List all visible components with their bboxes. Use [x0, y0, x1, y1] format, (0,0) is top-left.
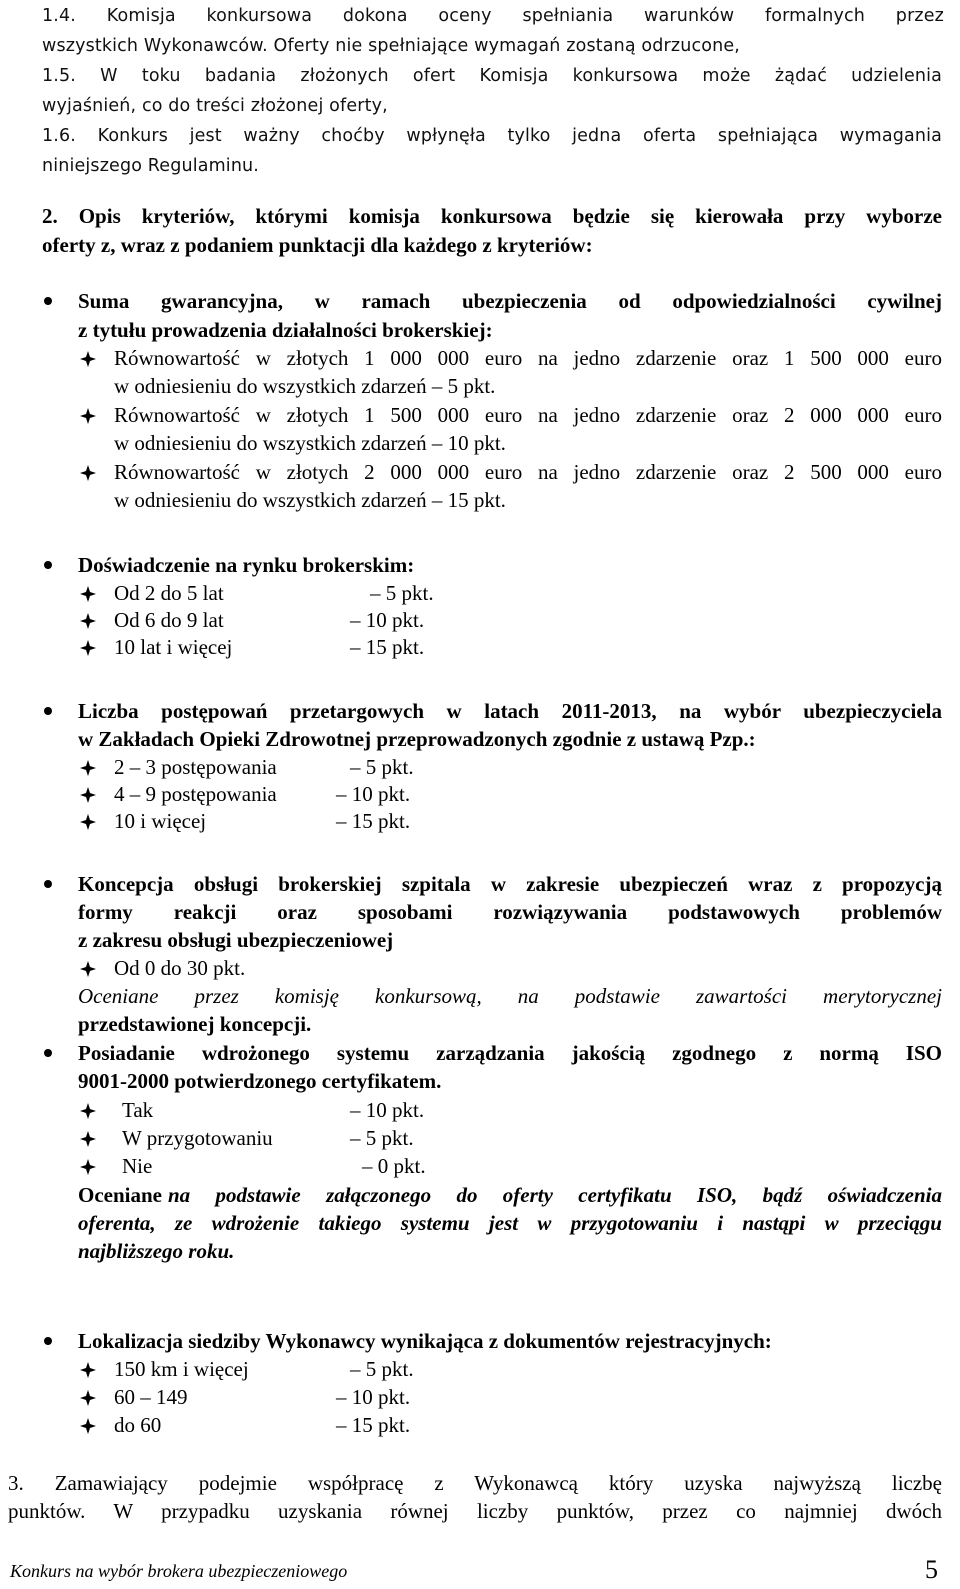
- criterion-4-note-line-1: Oceniane przez komisję konkursową, na podstawie zawartości merytorycznej: [78, 984, 942, 1008]
- diamond-bullet-icon: [80, 1390, 96, 1406]
- diamond-bullet-icon: [80, 961, 96, 977]
- criterion-2-option-1-points: – 5 pkt.: [370, 581, 434, 605]
- criterion-4-heading-line-2: formy reakcji oraz sposobami rozwiązywania podstawowych problemów: [78, 900, 942, 924]
- bullet-dot: [44, 707, 52, 715]
- criterion-2-option-2-points: – 10 pkt.: [350, 608, 425, 632]
- para-1-4-line-1: 1.4. Komisja konkursowa dokona oceny spełniania warunków formalnych przez: [42, 6, 944, 26]
- criterion-5-note-line-3: najbliższego roku.: [78, 1239, 235, 1263]
- para-1-5-line-2: wyjaśnień, co do treści złożonej oferty,: [42, 96, 388, 116]
- diamond-bullet-icon: [80, 1418, 96, 1434]
- diamond-bullet-icon: [80, 814, 96, 830]
- diamond-bullet-icon: [80, 760, 96, 776]
- criterion-5-option-2-points: – 5 pkt.: [350, 1126, 414, 1150]
- bullet-dot: [44, 880, 52, 888]
- bullet-dot: [44, 1049, 52, 1057]
- diamond-bullet-icon: [80, 787, 96, 803]
- criterion-6-option-1-points: – 5 pkt.: [350, 1357, 414, 1381]
- criterion-4-heading-line-3: z zakresu obsługi ubezpieczeniowej: [78, 928, 394, 952]
- note-italic-rest: na podstawie załączonego do oferty certyfikatu ISO, bądź oświadczenia: [168, 1183, 942, 1207]
- criterion-6-option-2-points: – 10 pkt.: [336, 1385, 411, 1409]
- bullet-dot: [44, 561, 52, 569]
- criterion-1-heading-line-2: z tytułu prowadzenia działalności brokerskiej:: [78, 318, 493, 342]
- criterion-2-heading: Doświadczenie na rynku brokerskim:: [78, 553, 415, 577]
- criterion-6-option-3-points: – 15 pkt.: [336, 1413, 411, 1437]
- criterion-2-option-3-label: 10 lat i więcej: [114, 635, 233, 659]
- criterion-1-heading-line-1: Suma gwarancyjna, w ramach ubezpieczenia od odpowiedzialności cywilnej: [78, 289, 942, 313]
- criterion-3-option-3-points: – 15 pkt.: [336, 809, 411, 833]
- criterion-5-option-3-label: Nie: [122, 1154, 153, 1178]
- criterion-3-option-1-points: – 5 pkt.: [350, 755, 414, 779]
- para-1-5-line-1: 1.5. W toku badania złożonych ofert Komisja konkursowa może żądać udzielenia: [42, 66, 942, 86]
- bullet-dot: [44, 297, 52, 305]
- criterion-5-note-line-1: [78, 1182, 942, 1208]
- criterion-6-option-1-label: 150 km i więcej: [114, 1357, 249, 1381]
- diamond-bullet-icon: [80, 1159, 96, 1175]
- diamond-bullet-icon: [80, 351, 96, 367]
- criterion-5-heading-line-2: 9001-2000 potwierdzonego certyfikatem.: [78, 1069, 442, 1093]
- criterion-3-option-2-label: 4 – 9 postępowania: [114, 782, 277, 806]
- criterion-5-option-3-points: – 0 pkt.: [362, 1154, 426, 1178]
- diamond-bullet-icon: [80, 640, 96, 656]
- criterion-6-option-2-label: 60 – 149: [114, 1385, 188, 1409]
- diamond-bullet-icon: [80, 613, 96, 629]
- note-bold-word: Oceniane: [78, 1183, 162, 1207]
- criterion-5-option-1-label: Tak: [122, 1098, 154, 1122]
- para-1-4-line-2: wszystkich Wykonawców. Oferty nie spełniające wymagań zostaną odrzucone,: [42, 36, 740, 56]
- criterion-3-option-2-points: – 10 pkt.: [336, 782, 411, 806]
- criterion-2-option-1-label: Od 2 do 5 lat: [114, 581, 224, 605]
- criterion-1-option-3-line-2: w odniesieniu do wszystkich zdarzeń – 15 pkt.: [114, 488, 506, 512]
- criterion-1-option-2-line-2: w odniesieniu do wszystkich zdarzeń – 10 pkt.: [114, 431, 506, 455]
- criterion-3-heading-line-1: Liczba postępowań przetargowych w latach 2011-2013, na wybór ubezpieczyciela: [78, 699, 942, 723]
- diamond-bullet-icon: [80, 1131, 96, 1147]
- section-2-heading-line-2: oferty z, wraz z podaniem punktacji dla każdego z kryteriów:: [42, 233, 593, 257]
- diamond-bullet-icon: [80, 465, 96, 481]
- criterion-3-option-1-label: 2 – 3 postępowania: [114, 755, 277, 779]
- para-1-6-line-2: niniejszego Regulaminu.: [42, 156, 260, 176]
- section-3-line-1: 3. Zamawiający podejmie współpracę z Wykonawcą który uzyska najwyższą liczbę: [8, 1471, 942, 1495]
- criterion-1-option-1-line-2: w odniesieniu do wszystkich zdarzeń – 5 pkt.: [114, 374, 496, 398]
- para-1-6-line-1: 1.6. Konkurs jest ważny choćby wpłynęła tylko jedna oferta spełniająca wymagania: [42, 126, 942, 146]
- criterion-2-option-3-points: – 15 pkt.: [350, 635, 425, 659]
- criterion-5-note-line-2: oferenta, ze wdrożenie takiego systemu jest w przygotowaniu i nastąpi w przeciągu: [78, 1211, 942, 1235]
- criterion-1-option-3-line-1: Równowartość w złotych 2 000 000 euro na jedno zdarzenie oraz 2 500 000 euro: [114, 460, 942, 484]
- criterion-2-option-2-label: Od 6 do 9 lat: [114, 608, 224, 632]
- criterion-3-heading-line-2: w Zakładach Opieki Zdrowotnej przeprowadzonych zgodnie z ustawą Pzp.:: [78, 727, 756, 751]
- criterion-3-option-3-label: 10 i więcej: [114, 809, 207, 833]
- criterion-1-option-1-line-1: Równowartość w złotych 1 000 000 euro na jedno zdarzenie oraz 1 500 000 euro: [114, 346, 942, 370]
- criterion-5-option-1-points: – 10 pkt.: [350, 1098, 425, 1122]
- diamond-bullet-icon: [80, 586, 96, 602]
- diamond-bullet-icon: [80, 408, 96, 424]
- bullet-dot: [44, 1337, 52, 1345]
- page-number: 5: [925, 1555, 938, 1584]
- criterion-4-heading-line-1: Koncepcja obsługi brokerskiej szpitala w zakresie ubezpieczeń wraz z propozycją: [78, 872, 942, 896]
- criterion-5-option-2-label: W przygotowaniu: [122, 1126, 273, 1150]
- footer-title: Konkurs na wybór brokera ubezpieczeniowego: [10, 1561, 348, 1581]
- criterion-6-option-3-label: do 60: [114, 1413, 162, 1437]
- section-2-heading-line-1: 2. Opis kryteriów, którymi komisja konkursowa będzie się kierowała przy wyborze: [42, 204, 942, 228]
- criterion-5-heading-line-1: Posiadanie wdrożonego systemu zarządzania jakością zgodnego z normą ISO: [78, 1041, 942, 1065]
- criterion-6-heading: Lokalizacja siedziby Wykonawcy wynikająca z dokumentów rejestracyjnych:: [78, 1329, 772, 1353]
- criterion-4-note-line-2: przedstawionej koncepcji.: [78, 1012, 312, 1036]
- criterion-4-option: Od 0 do 30 pkt.: [114, 956, 246, 980]
- criterion-1-option-2-line-1: Równowartość w złotych 1 500 000 euro na jedno zdarzenie oraz 2 000 000 euro: [114, 403, 942, 427]
- diamond-bullet-icon: [80, 1362, 96, 1378]
- section-3-line-2: punktów. W przypadku uzyskania równej liczby punktów, przez co najmniej dwóch: [8, 1499, 942, 1523]
- diamond-bullet-icon: [80, 1103, 96, 1119]
